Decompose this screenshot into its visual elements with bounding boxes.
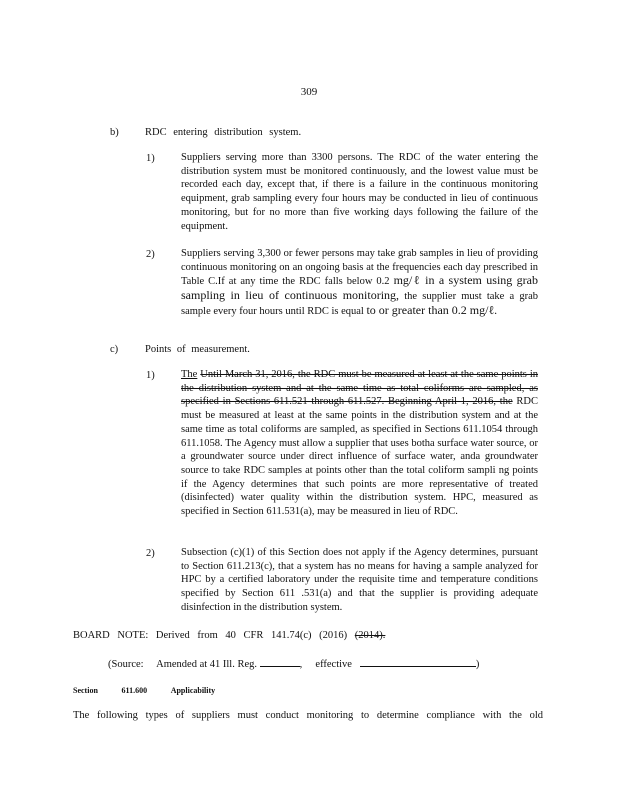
subsection-b-heading: RDC entering distribution system. [145, 127, 302, 138]
b-item2-text-a: Suppliers serving 3,300 or fewer persons may take grab samples in lieu of providing continuous monitoring on an ongoing basis at the frequencies each day prescribed in Table C.If at any time the RDC falls below 0.2 [181, 248, 538, 288]
subsection-c-heading: Points of measurement. [145, 344, 250, 355]
c-item2-marker: 2) [146, 548, 155, 559]
section-number: 611.600 [121, 686, 148, 695]
board-note [73, 629, 385, 642]
section-heading [73, 684, 215, 697]
subsection-c-marker: c) [110, 344, 119, 355]
section-title: Applicability [170, 686, 216, 695]
b-item2-text-d: to or greater than 0.2 mg/ℓ. [366, 302, 498, 317]
source-effective: effective [315, 659, 352, 670]
c-item1-marker: 1) [146, 370, 155, 381]
section-label: Section [73, 686, 98, 695]
b-item1-text: Suppliers serving more than 3300 persons. The RDC of the water entering the distribution system must be monitored continuously, and the lowest value must be recorded each day, except that, if there is a failure in the continuous monitoring equipment, grab sampling every four hours may be conducted in lieu of continuous monitoring, but for no more than five working days following the failure of the equipment. [181, 152, 538, 232]
effective-date-blank [360, 656, 476, 667]
page-number: 309 [300, 86, 318, 98]
source-close: ) [475, 659, 480, 670]
source-comma: , [299, 659, 303, 670]
register-page-blank [260, 656, 300, 667]
c-item2-text: Subsection (c)(1) of this Section does not apply if the Agency determines, pursuant to Section 611.213(c), that a system has no means for having a sample analyzed for HPC by a certified laboratory under the requisite time and temperature conditions specified by Section 611 .531(a) and that the supplier is providing adequate disinfection in the distribution system. [181, 547, 538, 613]
c-item1-rest: RDC must be measured at least at the same points in the distribution system and at the same time as total coliforms are sampled, as specified in Sections 611.1054 through 611.1058. The Agency must allow a supplier that uses botha surface water source, or a groundwater source under direct influence of surface water, anda groundwater source to take RDC samples at points other than the total coliform sampli ng points if the Agency determines that such points are more representative of treated (disinfected) water quality within the distribution system. HPC, measured as specified in Section 611.531(a), may be measured in lieu of RDC. [181, 396, 538, 518]
board-note-struck-year: (2014). [354, 630, 386, 641]
b-item2-text [181, 247, 538, 319]
b-item1-marker: 1) [146, 153, 155, 164]
board-note-text: BOARD NOTE: Derived from 40 CFR 141.74(c) (2016) [73, 630, 348, 641]
subsection-b-marker: b) [110, 127, 119, 138]
source-line [108, 656, 479, 671]
source-open: (Source: [108, 659, 144, 670]
c-item1-deleted-text: Until March 31, 2016, the RDC must be measured at least at the same points in the distribution system and at the same time as total coliforms are sampled, as specified in Sections 611.521 through 611.527. Beginning April 1, 2016, the [181, 369, 539, 408]
c-item1-inserted-word: The [181, 369, 198, 380]
b-item2-text-c: the supplier must take a grab sample every four hours until RDC is equal [181, 291, 538, 317]
c-item1-text [181, 368, 538, 519]
b-item2-text-b: mg/ℓ in a system using grab sampling in lieu of continuous monitoring, [181, 273, 538, 303]
source-amended: Amended at 41 Ill. Reg. [156, 659, 258, 670]
closing-line: The following types of suppliers must conduct monitoring to determine compliance with the old [73, 710, 543, 721]
b-item2-marker: 2) [146, 249, 155, 260]
